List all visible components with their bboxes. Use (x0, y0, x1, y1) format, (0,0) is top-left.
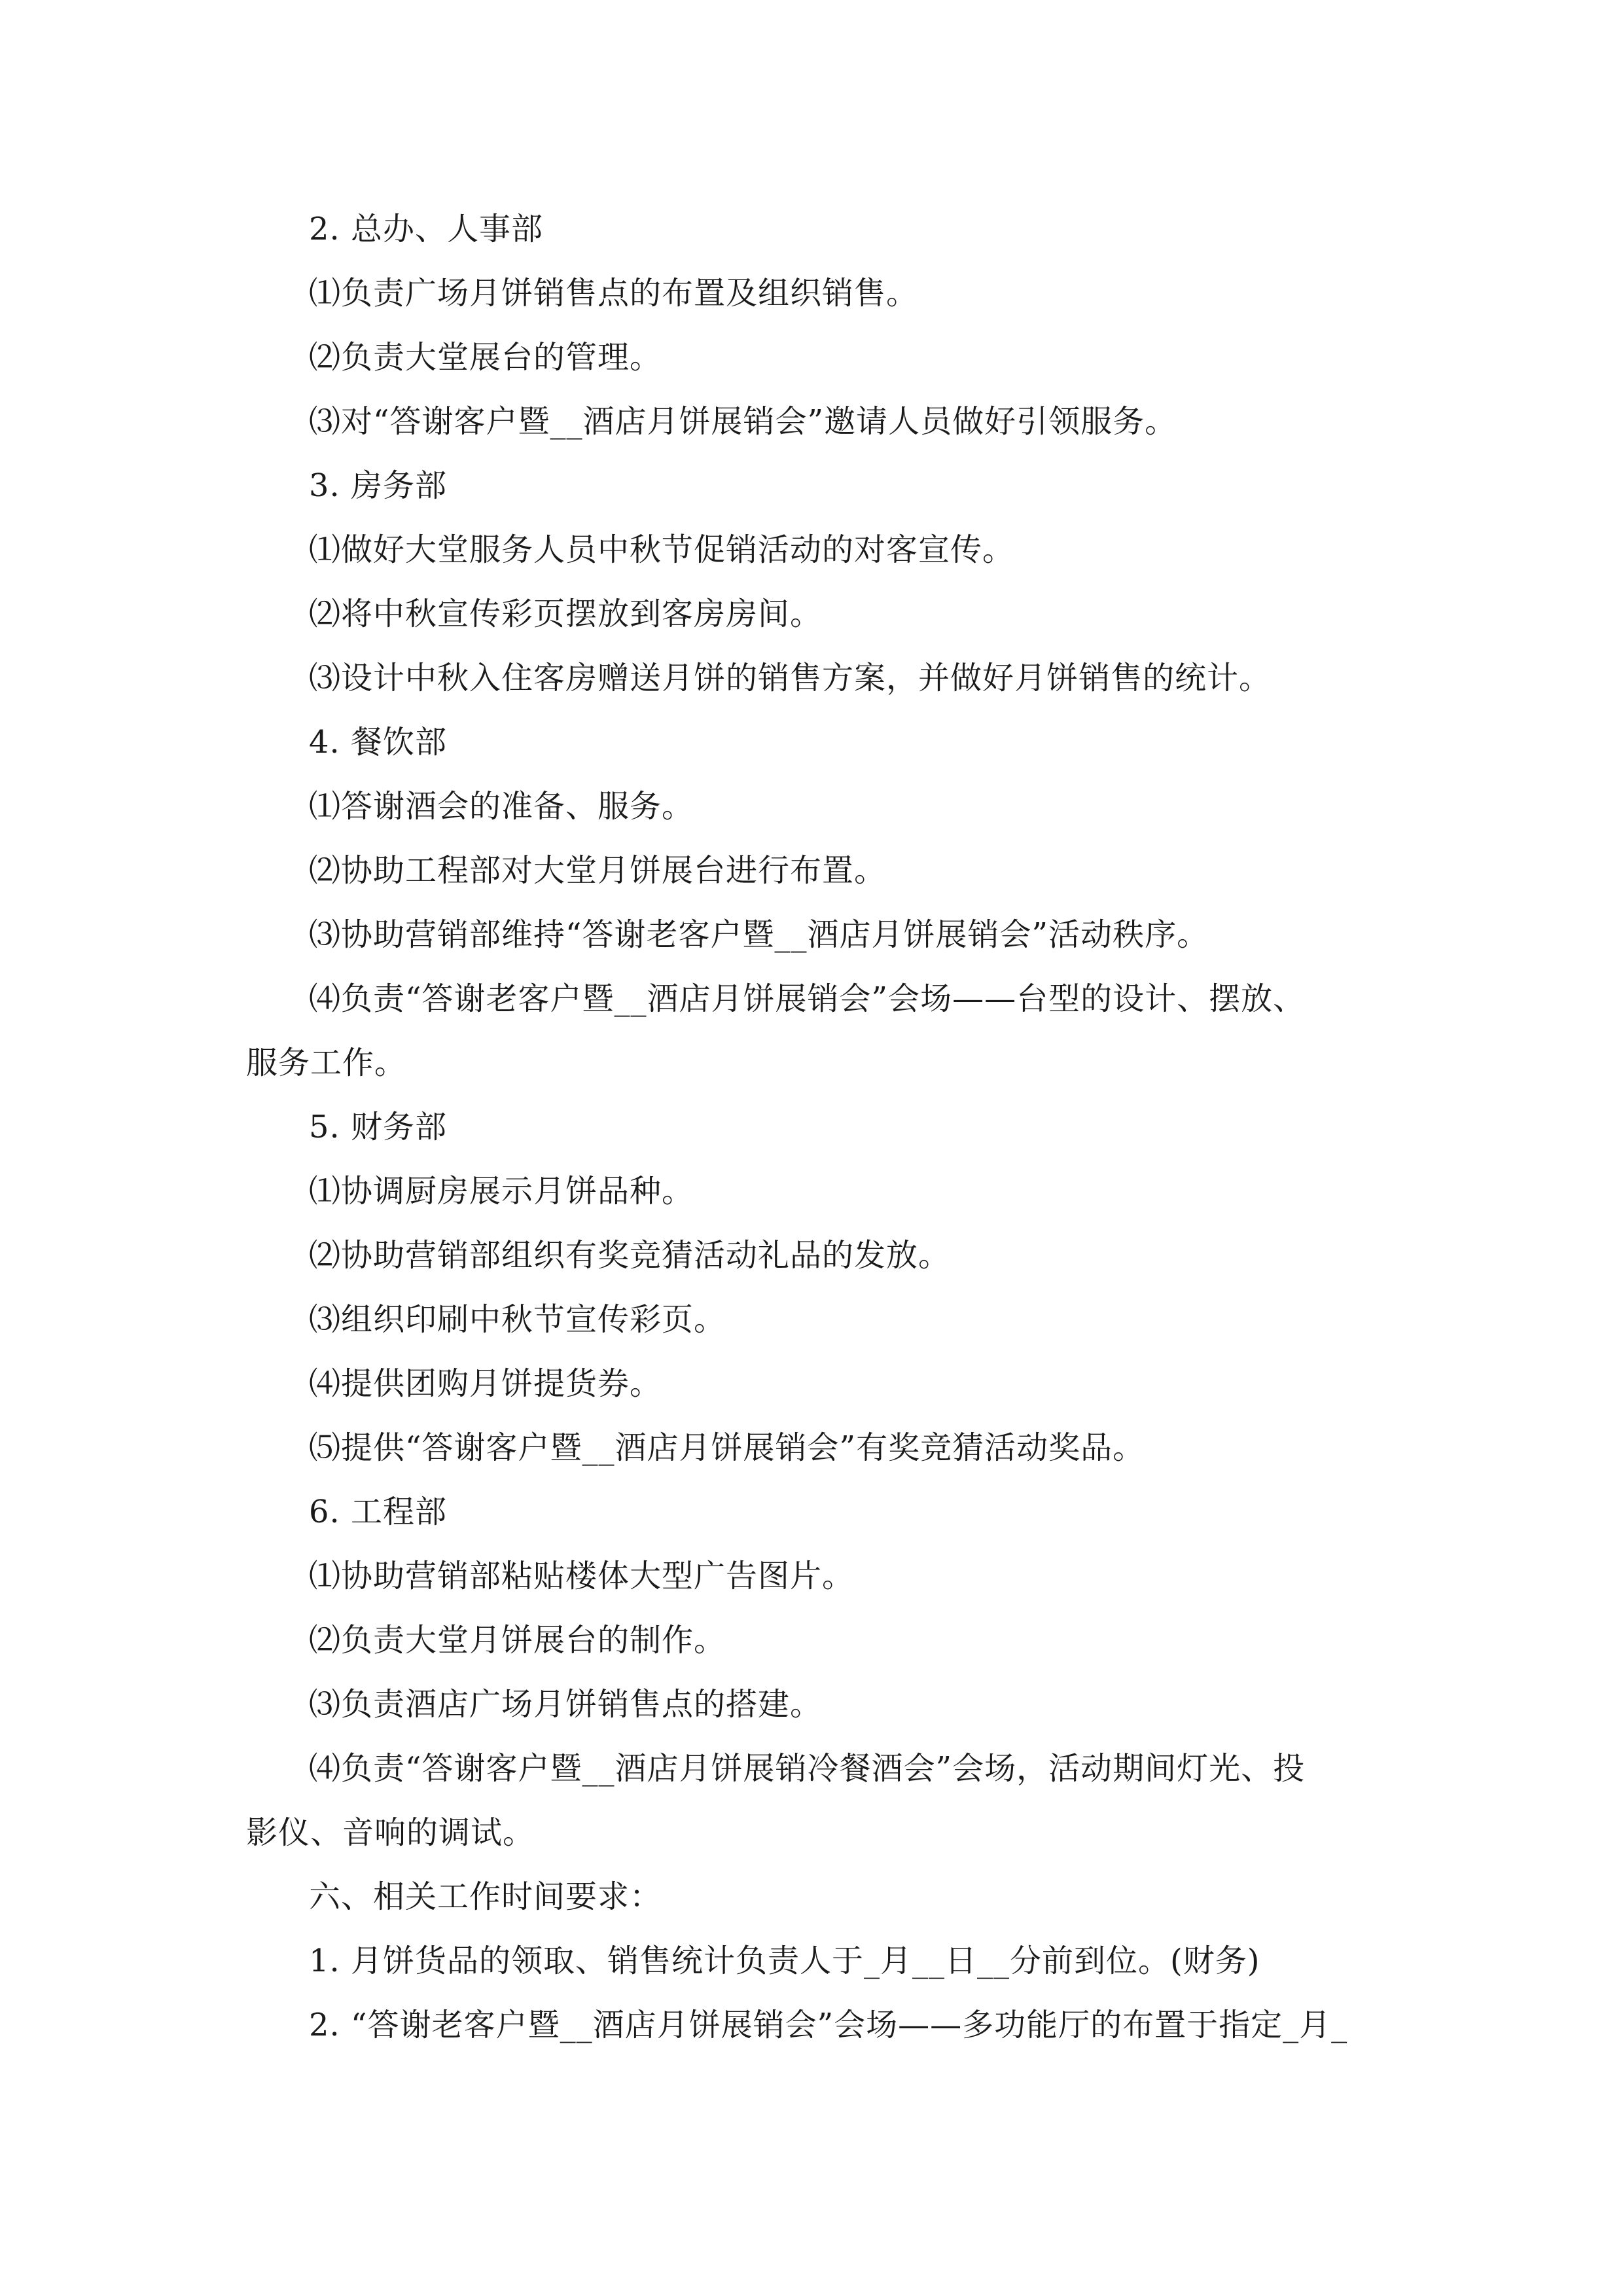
list-item: ⑷负责“答谢客户暨__酒店月饼展销冷餐酒会”会场，活动期间灯光、投 (309, 1750, 1306, 1787)
list-item: ⑶负责酒店广场月饼销售点的搭建。 (309, 1686, 823, 1723)
list-item-continuation: 影仪、音响的调试。 (246, 1814, 535, 1851)
section-heading-general-office: 2. 总办、人事部 (309, 211, 544, 247)
list-item-continuation: 服务工作。 (246, 1045, 407, 1081)
list-item: ⑴答谢酒会的准备、服务。 (309, 788, 694, 825)
list-item: ⑴负责广场月饼销售点的布置及组织销售。 (309, 275, 919, 312)
list-item: 2. “答谢老客户暨__酒店月饼展销会”会场——多功能厅的布置于指定_月_ (309, 2007, 1348, 2043)
list-item: ⑵将中秋宣传彩页摆放到客房房间。 (309, 596, 823, 632)
list-item: ⑷负责“答谢老客户暨__酒店月饼展销会”会场——台型的设计、摆放、 (309, 980, 1306, 1017)
section-heading-finance: 5. 财务部 (309, 1109, 448, 1145)
list-item: ⑶设计中秋入住客房赠送月饼的销售方案，并做好月饼销售的统计。 (309, 660, 1272, 696)
list-item: ⑴协调厨房展示月饼品种。 (309, 1173, 694, 1210)
list-item: ⑸提供“答谢客户暨__酒店月饼展销会”有奖竞猜活动奖品。 (309, 1429, 1145, 1466)
list-item: ⑶组织印刷中秋节宣传彩页。 (309, 1301, 726, 1338)
section-heading-engineering: 6. 工程部 (309, 1494, 448, 1530)
list-item: ⑶对“答谢客户暨__酒店月饼展销会”邀请人员做好引领服务。 (309, 403, 1177, 440)
list-item: ⑶协助营销部维持“答谢老客户暨__酒店月饼展销会”活动秩序。 (309, 916, 1209, 953)
list-item: ⑵负责大堂展台的管理。 (309, 339, 662, 376)
list-item: ⑴做好大堂服务人员中秋节促销活动的对客宣传。 (309, 531, 1015, 568)
list-item: ⑵协助工程部对大堂月饼展台进行布置。 (309, 852, 887, 889)
list-item: ⑵负责大堂月饼展台的制作。 (309, 1622, 726, 1659)
section-heading-housekeeping: 3. 房务部 (309, 467, 448, 504)
section-heading-catering: 4. 餐饮部 (309, 724, 448, 761)
section-heading-time-requirements: 六、相关工作时间要求： (309, 1878, 662, 1915)
list-item: ⑷提供团购月饼提货券。 (309, 1365, 662, 1402)
list-item: ⑴协助营销部粘贴楼体大型广告图片。 (309, 1558, 855, 1594)
list-item: 1. 月饼货品的领取、销售统计负责人于_月__日__分前到位。(财务) (309, 1943, 1260, 1979)
list-item: ⑵协助营销部组织有奖竞猜活动礼品的发放。 (309, 1237, 951, 1274)
